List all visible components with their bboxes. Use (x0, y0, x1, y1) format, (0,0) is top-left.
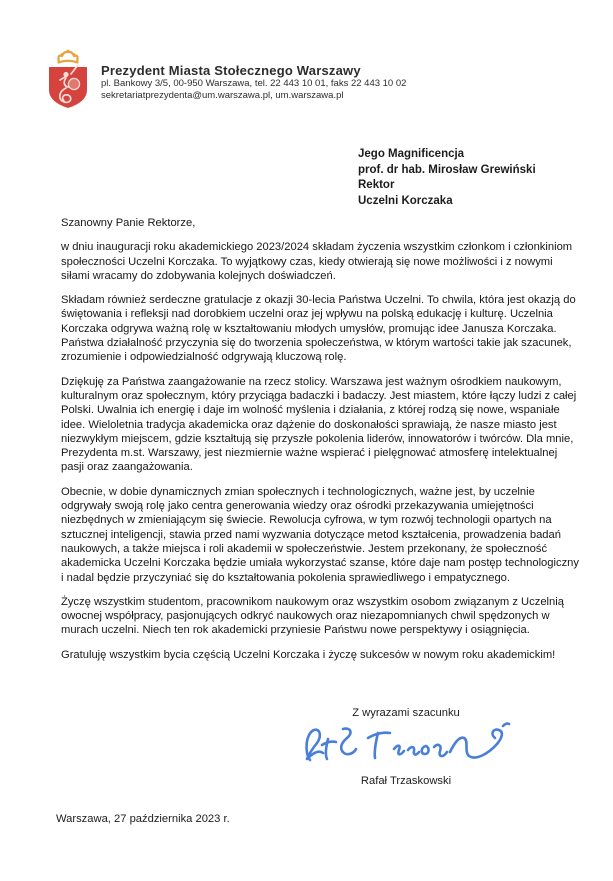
paragraph-4: Obecnie, w dobie dynamicznych zmian społecznych i technologicznych, ważne jest, by uczelnie odgrywały swoją rolę jako centra generowania wiedzy oraz ośrodki przekazywania umiejętności niezbędnych w zmieniającym się świecie. Rewolucja cyfrowa, w tym rozwój technologii opartych na sztucznej inteligencji, stawia przed nami wyzwania dotyczące metod kształcenia, prowadzenia badań naukowych, a także miejsca i roli akademii w społeczeństwie. Jestem przekonany, że społeczność akademicka Uczelni Korczaka będzie umiała wykorzystać szanse, które daje nam postęp technologiczny i nadal będzie przyczyniać się do kształtowania pokolenia sprawiedliwego i empatycznego. (61, 485, 579, 584)
recipient-name: prof. dr hab. Mirosław Grewiński (358, 163, 536, 176)
paragraph-5: Życzę wszystkim studentom, pracownikom naukowym oraz wszystkim osobom związanym z Uczelnią owocnej współpracy, pasjonujących odkryć naukowych oraz niezapomnianych chwil spędzonych w murach uczelni. Niech ten rok akademicki przyniesie Państwu nowe perspektywy i osiągnięcia. (61, 595, 564, 637)
sender-title: Prezydent Miasta Stołecznego Warszawy (101, 63, 361, 78)
sender-address-line1: pl. Bankowy 3/5, 00-950 Warszawa, tel. 22 443 10 01, faks 22 443 10 02 (101, 78, 407, 89)
sender-address-line2: sekretariatprezydenta@um.warszawa.pl, um.warszawa.pl (101, 89, 344, 101)
recipient-block (358, 147, 536, 209)
recipient-honorific: Jego Magnificencja (358, 148, 465, 160)
warsaw-coat-of-arms-icon (45, 48, 91, 110)
paragraph-6: Gratuluję wszystkim bycia częścią Uczelni Korczaka i życzę sukcesów w nowym roku akademickim! (61, 648, 556, 661)
paragraph-1: w dniu inauguracji roku akademickiego 2023/2024 składam życzenia wszystkim członkom i członkiniom społeczności Uczelni Korczaka. To wyjątkowy czas, kiedy otwierają się nowe możliwości i z nowymi siłami wracamy do zdobywania kolejnych doświadczeń. (61, 241, 573, 282)
paragraph-2: Składam również serdeczne gratulacje z okazji 30-lecia Państwa Uczelni. To chwila, która jest okazją do świętowania i refleksji nad dorobkiem uczelni oraz jej wpływu na polską edukację i kulturę. Uczelnia Korczaka odgrywa ważną rolę w kształtowaniu młodych umysłów, promując idee Janusza Korczaka. Państwa działalność przyczynia się do tworzenia społeczeństwa, w którym wartości takie jak szacunek, zrozumienie i odpowiedzialność odgrywają kluczową rolę. (61, 294, 576, 364)
letterhead-text (101, 48, 406, 110)
salutation: Szanowny Panie Rektorze, (61, 217, 196, 229)
recipient-institution: Uczelni Korczaka (358, 194, 453, 207)
closing-block (298, 706, 514, 788)
recipient-position: Rektor (358, 179, 395, 192)
place-and-date: Warszawa, 27 października 2023 r. (56, 813, 230, 825)
signer-name: Rafał Trzaskowski (360, 775, 452, 787)
letterhead (45, 48, 406, 110)
handwritten-signature (300, 720, 512, 770)
closing-phrase: Z wyrazami szacunku (352, 707, 460, 719)
letter-body (61, 216, 579, 672)
paragraph-3: Dziękuję za Państwa zaangażowanie na rzecz stolicy. Warszawa jest ważnym ośrodkiem naukowym, kulturalnym oraz społecznym, który przyciąga badaczki i badaczy. Jest miastem, które łączy ludzi z całej Polski. Uwalnia ich energię i daje im wolność myślenia i działania, z której rodzą się nowe, wspaniałe idee. Wieloletnia tradycja akademicka oraz dążenie do doskonałości sprawiają, że nasze miasto jest niezwykłym miejscem, gdzie kształtują się przyszłe pokolenia liderów, innowatorów i twórców. Dla mnie, Prezydenta m.st. Warszawy, jest niezmiernie ważne wspierać i pielęgnować atmosferę intelektualnej pasji oraz zaangażowania. (61, 375, 577, 474)
